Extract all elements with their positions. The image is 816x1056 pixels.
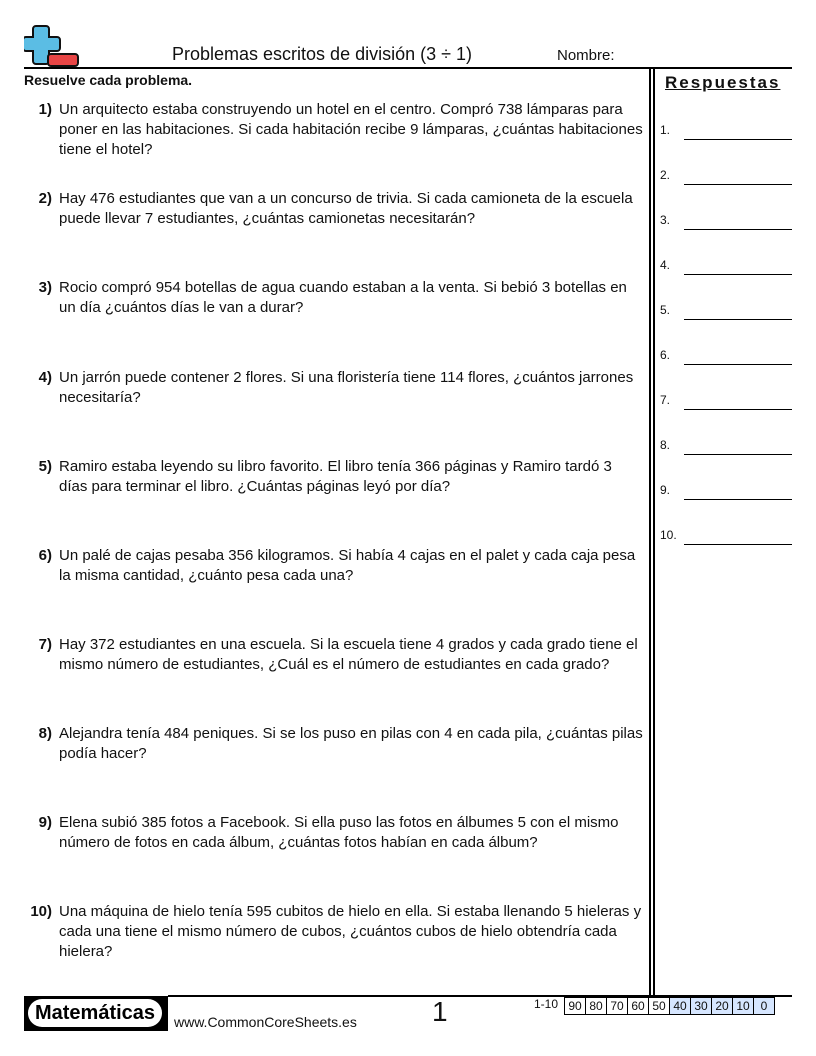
problem-text: Rocio compró 954 botellas de agua cuando estaban a la venta. Si bebió 3 botellas en un día ¿cuántos días le van a durar?: [59, 279, 627, 316]
answer-line[interactable]: [684, 139, 792, 140]
problem-number: 1): [38, 101, 52, 118]
score-cell: 60: [628, 998, 649, 1015]
answer-label: 5.: [660, 303, 671, 317]
column-divider: [653, 67, 655, 996]
answer-field[interactable]: [660, 348, 792, 368]
problem-number: 7): [38, 636, 52, 653]
score-cell: 10: [733, 998, 754, 1015]
score-cell: 70: [607, 998, 628, 1015]
answer-field[interactable]: [660, 213, 792, 233]
problem-number: 2): [38, 190, 52, 207]
answer-field[interactable]: [660, 123, 792, 143]
problem-text: Elena subió 385 fotos a Facebook. Si ella puso las fotos en álbumes 5 con el mismo número de fotos en cada álbum, ¿cuántas fotos habían en cada álbum?: [59, 814, 619, 851]
answer-label: 9.: [660, 483, 671, 497]
score-range-label: 1-10: [534, 997, 559, 1011]
answer-field[interactable]: [660, 483, 792, 503]
answer-line[interactable]: [684, 454, 792, 455]
plus-minus-logo-icon: [24, 24, 80, 68]
answer-field[interactable]: [660, 528, 792, 548]
problem-text: Ramiro estaba leyendo su libro favorito. El libro tenía 366 páginas y Ramiro tardó 3 días para terminar el libro. ¿Cuántas páginas leyó por día?: [59, 458, 612, 495]
header-rule: [24, 67, 792, 69]
score-cell: 30: [691, 998, 712, 1015]
answer-line[interactable]: [684, 184, 792, 185]
problem-text: Alejandra tenía 484 peniques. Si se los puso en pilas con 4 en cada pila, ¿cuántas pilas podía hacer?: [59, 725, 643, 762]
brand-label: Matemáticas: [28, 999, 162, 1027]
answer-label: 4.: [660, 258, 671, 272]
problem-number: 8): [38, 725, 52, 742]
worksheet-title: Problemas escritos de división (3 ÷ 1): [172, 44, 472, 64]
instructions: Resuelve cada problema.: [24, 72, 193, 88]
problem-text: Un jarrón puede contener 2 flores. Si una floristería tiene 114 flores, ¿cuántos jarrones necesitaría?: [59, 369, 634, 406]
answer-field[interactable]: [660, 258, 792, 278]
problem-number: 5): [38, 458, 52, 475]
problem-text: Una máquina de hielo tenía 595 cubitos de hielo en ella. Si estaba llenando 5 hieleras y cada una tiene el mismo número de cubos, ¿cuántos cubos de hielo obtendría cada hielera?: [59, 903, 642, 960]
answer-field[interactable]: [660, 303, 792, 323]
page-number: 1: [432, 996, 448, 1027]
answer-line[interactable]: [684, 229, 792, 230]
answer-line[interactable]: [684, 499, 792, 500]
problem-text: Hay 476 estudiantes que van a un concurso de trivia. Si cada camioneta de la escuela puede llevar 7 estudiantes, ¿cuántas camionetas necesitarán?: [59, 190, 633, 227]
answer-label: 3.: [660, 213, 671, 227]
score-cell: 80: [586, 998, 607, 1015]
score-cell: 50: [649, 998, 670, 1015]
score-cell: 20: [712, 998, 733, 1015]
answer-label: 7.: [660, 393, 671, 407]
column-divider: [649, 67, 651, 996]
answer-line[interactable]: [684, 274, 792, 275]
answer-line[interactable]: [684, 319, 792, 320]
answer-label: 6.: [660, 348, 671, 362]
answers-heading: Respuestas: [665, 73, 781, 92]
problem-number: 10): [30, 903, 52, 920]
answer-line[interactable]: [684, 364, 792, 365]
score-cell: 40: [670, 998, 691, 1015]
answer-label: 1.: [660, 123, 671, 137]
score-cell: 0: [754, 998, 775, 1015]
answer-label: 2.: [660, 168, 671, 182]
problem-number: 4): [38, 369, 52, 386]
answer-line[interactable]: [684, 409, 792, 410]
name-label: Nombre:: [557, 47, 615, 64]
problem-number: 9): [38, 814, 52, 831]
problem-number: 3): [38, 279, 52, 296]
problem-text: Un arquitecto estaba construyendo un hotel en el centro. Compró 738 lámparas para poner en las habitaciones. Si cada habitación recibe 9 lámparas, ¿cuántas habitaciones tiene el hotel?: [59, 101, 643, 158]
problem-text: Hay 372 estudiantes en una escuela. Si la escuela tiene 4 grados y cada grado tiene el mismo número de estudiantes, ¿Cuál es el número de estudiantes en cada grado?: [59, 636, 638, 673]
score-cell: 90: [565, 998, 586, 1015]
answer-field[interactable]: [660, 393, 792, 413]
answer-label: 10.: [660, 528, 677, 542]
answer-field[interactable]: [660, 438, 792, 458]
site-url: www.CommonCoreSheets.es: [174, 1014, 357, 1030]
problem-number: 6): [38, 547, 52, 564]
score-table: [564, 997, 775, 1015]
brand-logo: [24, 996, 168, 1031]
answer-label: 8.: [660, 438, 671, 452]
problem-text: Un palé de cajas pesaba 356 kilogramos. Si había 4 cajas en el palet y cada caja pesa la misma cantidad, ¿cuánto pesa cada una?: [59, 547, 636, 584]
answer-field[interactable]: [660, 168, 792, 188]
answer-line[interactable]: [684, 544, 792, 545]
